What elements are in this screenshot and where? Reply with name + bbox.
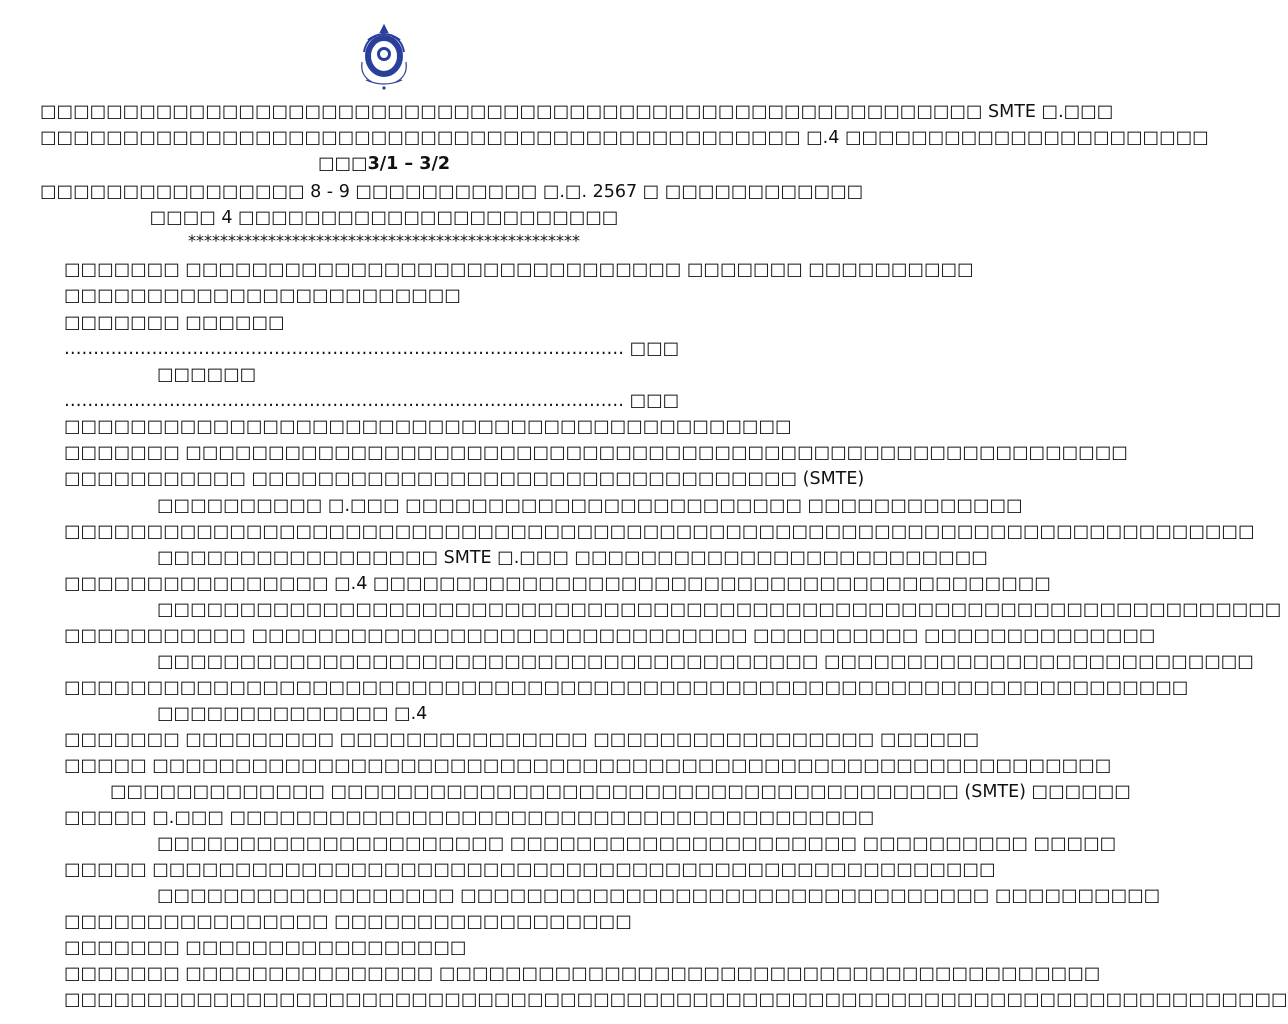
body-line: □□□□□□□□□□□□□□ □.4 xyxy=(157,704,428,724)
body-line: □□□□□□□□□□□□□□□□□□□□□□□□□□□□□□□□□□□□□□□□ □□□□□□□□□□□□□□□□□□□□□□□□□□ xyxy=(157,652,1254,672)
body-line: □□□□□ □.□□□ □□□□□□□□□□□□□□□□□□□□□□□□□□□□□□□□□□□□□□□ xyxy=(64,808,875,828)
body-line: □□□□□□□□□□□□□□□□□□□□□□□□□□□□□□□□□□□□□□□□□□□□ xyxy=(64,417,792,437)
school-emblem-icon xyxy=(356,22,412,92)
body-line: □□□□□□□ □□□□□□□□□ □□□□□□□□□□□□□□□ □□□□□□□□□□□□□□□□□ □□□□□□ xyxy=(64,730,980,750)
body-line: □□□□□□ xyxy=(157,365,257,385)
body-line: □□□□□□□□□□□□□□□□ □.4 □□□□□□□□□□□□□□□□□□□□□□□□□□□□□□□□□□□□□□□□□ xyxy=(64,574,1051,594)
body-line: □□□□□ □□□□□□□□□□□□□□□□□□□□□□□□□□□□□□□□□□□□□□□□□□□□□□□□□□□ xyxy=(64,860,996,880)
body-line: □□□□□□□ □□□□□□ xyxy=(64,313,285,333)
body-line: □□□□□□□□□□□□□ □□□□□□□□□□□□□□□□□□□□□□□□□□□□□□□□□□□□□□ (SMTE) □□□□□□ xyxy=(110,782,1131,802)
body-line: □□□□□□□□□□□□□□□□□□□□□□□□□□□□□□□□□□□□□□□□□□□□□□□□□□□□□□□□□□□□□□□□□□□□ xyxy=(157,600,1282,620)
body-line: □□□□□□□□□□□□□□□□ □□□□□□□□□□□□□□□□□□ xyxy=(64,912,632,932)
body-line: □□□□□□□□□□ □.□□□ □□□□□□□□□□□□□□□□□□□□□□□□ □□□□□□□□□□□□□ xyxy=(157,496,1023,516)
body-line: □□□□□□□ □□□□□□□□□□□□□□□□□□□□□□□□□□□□□□□□□□□□□□□□□□□□□□□□□□□□□□□□□ xyxy=(64,443,1128,463)
body-line: □□□□□□□□□□□□□□□□□□□□□□□□□□□□□□□□□□□□□□□□□□□□□□□□□□□□□□□□□□□□□□□□□□□□□□□□ xyxy=(64,522,1255,542)
body-line: □□□□□□□□□□□□□□□□□□□□□□□□□□□□□□□□□□□□□□□□□□□□□□□□□□□□□□□□□□□□□□□□□□□□□□□□□□ xyxy=(64,990,1288,1010)
body-line: □□□□□□□□□□□□□□□□□ SMTE □.□□□ □□□□□□□□□□□□□□□□□□□□□□□□□ xyxy=(157,548,988,568)
heading-line-4: □□□□□□□□□□□□□□□□ 8 - 9 □□□□□□□□□□□ □.□. 2567 □ □□□□□□□□□□□□ xyxy=(40,182,864,202)
heading-line-5: □□□□ 4 □□□□□□□□□□□□□□□□□□□□□□□ xyxy=(149,208,619,228)
body-line: …………………………………………………………………………………… □□□ xyxy=(64,391,680,411)
heading-line-2: □□□□□□□□□□□□□□□□□□□□□□□□□□□□□□□□□□□□□□□□□□□□□□ □.4 □□□□□□□□□□□□□□□□□□□□□□ xyxy=(40,128,1209,148)
body-line: □□□□□□□ □□□□□□□□□□□□□□□□□ xyxy=(64,938,467,958)
body-line: …………………………………………………………………………………… □□□ xyxy=(64,339,680,359)
body-line: □□□□□□□□□□□ □□□□□□□□□□□□□□□□□□□□□□□□□□□□□□□□□ (SMTE) xyxy=(64,469,865,489)
heading-line-1: □□□□□□□□□□□□□□□□□□□□□□□□□□□□□□□□□□□□□□□□□□□□□□□□□□□□□□□□□ SMTE □.□□□ xyxy=(40,102,1114,122)
body-line: □□□□□□□□□□□ □□□□□□□□□□□□□□□□□□□□□□□□□□□□□□ □□□□□□□□□□ □□□□□□□□□□□□□□ xyxy=(64,626,1156,646)
body-line: □□□□□ □□□□□□□□□□□□□□□□□□□□□□□□□□□□□□□□□□□□□□□□□□□□□□□□□□□□□□□□□□ xyxy=(64,756,1112,776)
body-line: □□□□□□□ □□□□□□□□□□□□□□□ □□□□□□□□□□□□□□□□□□□□□□□□□□□□□□□□□□□□□□□□ xyxy=(64,964,1101,984)
body-line: □□□□□□□ □□□□□□□□□□□□□□□□□□□□□□□□□□□□□□ □□□□□□□ □□□□□□□□□□ xyxy=(64,260,974,280)
separator-stars: ************************************************* xyxy=(188,231,580,250)
heading-line-3: □□□3/1 – 3/2 xyxy=(317,154,451,174)
body-line: □□□□□□□□□□□□□□□□□□□□□□□□□□□□□□□□□□□□□□□□□□□□□□□□□□□□□□□□□□□□□□□□□□□□ xyxy=(64,678,1189,698)
body-line: □□□□□□□□□□□□□□□□□□ □□□□□□□□□□□□□□□□□□□□□□□□□□□□□□□□ □□□□□□□□□□ xyxy=(157,886,1161,906)
body-line: □□□□□□□□□□□□□□□□□□□□□ □□□□□□□□□□□□□□□□□□□□□ □□□□□□□□□□ □□□□□ xyxy=(157,834,1117,854)
body-line: □□□□□□□□□□□□□□□□□□□□□□□□ xyxy=(64,286,461,306)
